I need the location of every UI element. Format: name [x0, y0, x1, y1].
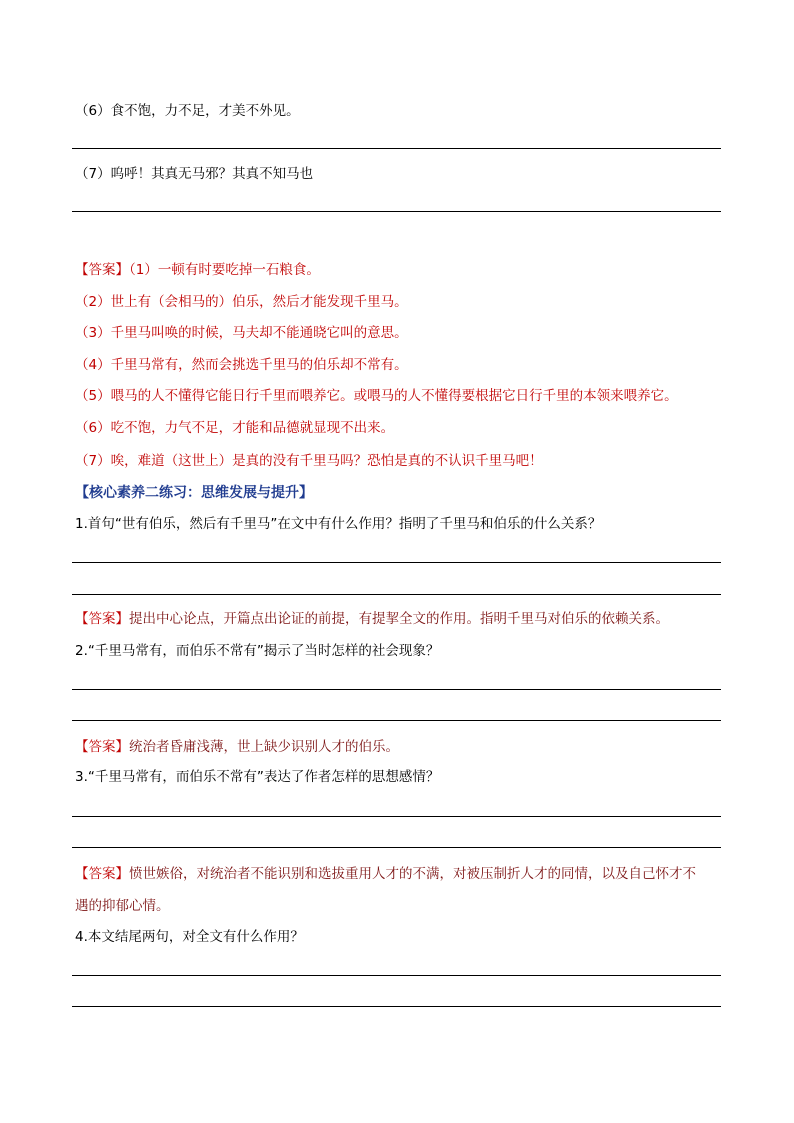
- question-3-answer-cont: 遇的抑郁心情。: [75, 898, 170, 914]
- answer-tag: 【答案】: [75, 262, 129, 278]
- answer-line-7: （7）唉，难道（这世上）是真的没有千里马吗？恐怕是真的不认识千里马吧！: [75, 453, 543, 469]
- answer-line[interactable]: [72, 562, 721, 563]
- answer-text: 提出中心论点，开篇点出论证的前提，有提挈全文的作用。指明千里马对伯乐的依赖关系。: [129, 611, 669, 627]
- item-7: （7）呜呼！其真无马邪？其真不知马也: [75, 166, 314, 182]
- answer-line[interactable]: [72, 594, 721, 595]
- answer-line[interactable]: [72, 816, 721, 817]
- answer-line[interactable]: [72, 975, 721, 976]
- question-3: 3.“千里马常有，而伯乐不常有”表达了作者怎样的思想感情？: [75, 769, 440, 785]
- answer-line-4: （4）千里马常有，然而会挑选千里马的伯乐却不常有。: [75, 357, 408, 373]
- answer-line[interactable]: [72, 211, 721, 212]
- question-4: 4.本文结尾两句，对全文有什么作用？: [75, 929, 304, 945]
- answer-tag: 【答案】: [75, 866, 129, 882]
- question-2: 2.“千里马常有，而伯乐不常有”揭示了当时怎样的社会现象？: [75, 643, 440, 659]
- answer-text: （1）一顿有时要吃掉一石粮食。: [129, 262, 320, 278]
- question-3-answer: [75, 864, 696, 884]
- section-title: 【核心素养二练习：思维发展与提升】: [75, 485, 313, 501]
- answer-line[interactable]: [72, 148, 721, 149]
- item-6: （6）食不饱，力不足，才美不外见。: [75, 103, 300, 119]
- answer-tag: 【答案】: [75, 611, 129, 627]
- answer-line[interactable]: [72, 689, 721, 690]
- question-1-answer: [75, 609, 669, 629]
- answer-line[interactable]: [72, 720, 721, 721]
- answer-line-1: [75, 260, 320, 280]
- answer-line[interactable]: [72, 1006, 721, 1007]
- answer-text: 愤世嫉俗，对统治者不能识别和选拔重用人才的不满，对被压制折人才的同情，以及自己怀才不: [129, 866, 696, 882]
- answer-line-2: （2）世上有（会相马的）伯乐，然后才能发现千里马。: [75, 294, 408, 310]
- answer-line[interactable]: [72, 847, 721, 848]
- question-2-answer: [75, 737, 399, 757]
- answer-tag: 【答案】: [75, 739, 129, 755]
- answer-line-6: （6）吃不饱，力气不足，才能和品德就显现不出来。: [75, 420, 395, 436]
- question-1: 1.首句“世有伯乐，然后有千里马”在文中有什么作用？指明了千里马和伯乐的什么关系？: [75, 516, 602, 532]
- answer-line-3: （3）千里马叫唤的时候，马夫却不能通晓它叫的意思。: [75, 325, 408, 341]
- answer-line-5: （5）喂马的人不懂得它能日行千里而喂养它。或喂马的人不懂得要根据它日行千里的本领来喂养它。: [75, 388, 678, 404]
- answer-text: 统治者昏庸浅薄，世上缺少识别人才的伯乐。: [129, 739, 399, 755]
